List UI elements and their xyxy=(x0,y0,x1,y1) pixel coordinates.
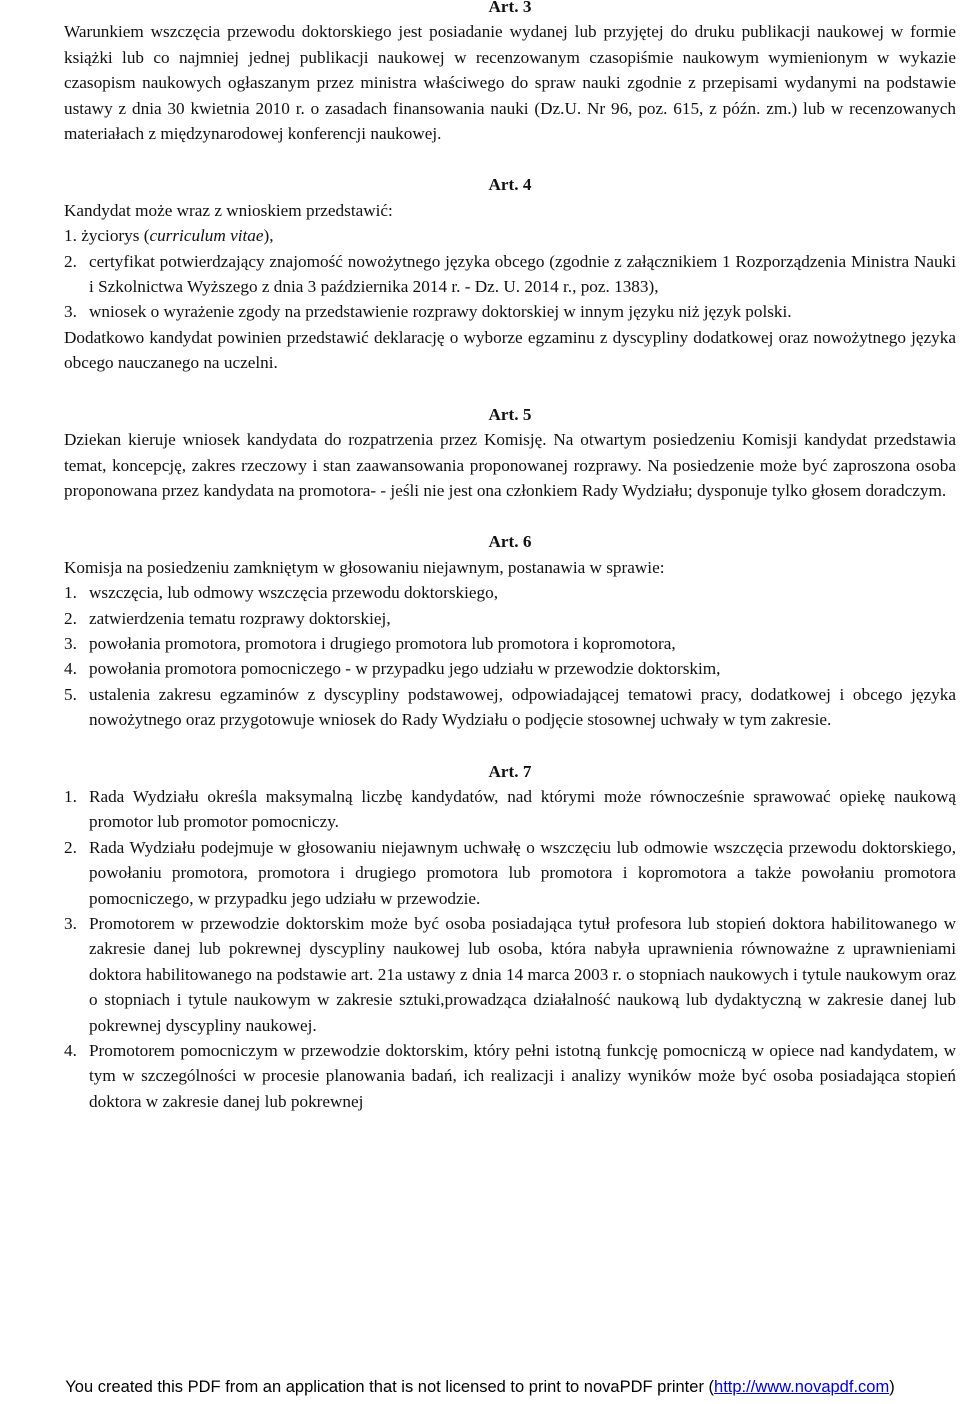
novapdf-link[interactable]: http://www.novapdf.com xyxy=(714,1378,890,1396)
article-6-item: 4. powołania promotora pomocniczego - w przypadku jego udziału w przewodzie doktorskim, xyxy=(64,659,721,679)
article-6-item: 2. zatwierdzenia tematu rozprawy doktorskiej, xyxy=(64,608,391,628)
footer-text: You created this PDF from an application that is not licensed to print to novaPDF printer ( xyxy=(65,1378,715,1396)
article-6-item: 1. wszczęcia, lub odmowy wszczęcia przewodu doktorskiego, xyxy=(64,583,499,603)
document-page xyxy=(64,0,956,1114)
article-4-heading: Art. 4 xyxy=(488,175,532,195)
article-4-item-2: 2. certyfikat potwierdzający znajomość nowożytnego języka obcego (zgodnie z załącznikiem 1 Rozporządzenia Ministra Nauki i Szkolnictwa Wyższego z dnia 3 października 2014 r. - Dz. U. 2014 r., poz. 1383), xyxy=(64,251,956,297)
article-5 xyxy=(64,402,956,504)
article-7 xyxy=(64,759,956,1115)
article-4-item-1: 1. życiorys (curriculum vitae), xyxy=(64,226,274,246)
article-6-heading: Art. 6 xyxy=(488,532,532,552)
article-5-heading: Art. 5 xyxy=(488,404,532,424)
article-7-item: 2. Rada Wydziału podejmuje w głosowaniu niejawnym uchwałę o wszczęciu lub odmowie wszczęcia przewodu doktorskiego, powołaniu promotora, promotora i drugiego promotora lub promotora i kopromotora a także powołaniu promotora pomocniczego, w przypadku jego udziału w przewodzie. xyxy=(64,837,956,908)
article-7-item: 3. Promotorem w przewodzie doktorskim może być osoba posiadająca tytuł profesora lub stopień doktora habilitowanego w zakresie danej lub pokrewnej dyscypliny naukowej lub osoba, która nabyła uprawnienia równoważne z uprawnieniami doktora habilitowanego na podstawie art. 21a ustawy z dnia 14 marca 2003 r. o stopniach naukowych i tytule naukowym oraz o stopniach i tytule naukowym w zakresie sztuki,prowadząca działalność naukową lub dydaktyczną w zakresie danej lub pokrewnej dyscypliny naukowej. xyxy=(64,914,956,1035)
article-6 xyxy=(64,529,956,732)
article-7-item: 1. Rada Wydziału określa maksymalną liczbę kandydatów, nad którymi może równocześnie sprawować opiekę naukową promotor lub promotor pomocniczy. xyxy=(64,786,956,832)
article-3-paragraph: Warunkiem wszczęcia przewodu doktorskiego jest posiadanie wydanej lub przyjętej do druku publikacji naukowej w formie książki lub co najmniej jednej publikacji naukowej w recenzowanym czasopiśmie naukowym wymienionym w wykazie czasopism naukowych ogłaszanym przez ministra właściwego do spraw nauki zgodnie z przepisami wydanymi na podstawie ustawy z dnia 30 kwietnia 2010 r. o zasadach finansowania nauki (Dz.U. Nr 96, poz. 615, z późn. zm.) lub w recenzowanych materiałach z międzynarodowej konferencji naukowej. xyxy=(64,22,956,144)
article-5-paragraph: Dziekan kieruje wniosek kandydata do rozpatrzenia przez Komisję. Na otwartym posiedzeniu Komisji kandydat przedstawia temat, koncepcję, zakres rzeczowy i stan zaawansowania proponowanej rozprawy. Na posiedzenie może być zaproszona osoba proponowana przez kandydata na promotora- - jeśli nie jest ona członkiem Rady Wydziału; dysponuje tylko głosem doradczym. xyxy=(64,430,956,500)
footer-end: ) xyxy=(889,1378,895,1396)
article-3-heading: Art. 3 xyxy=(488,0,532,16)
article-6-intro: Komisja na posiedzeniu zamkniętym w głosowaniu niejawnym, postanawia w sprawie: xyxy=(64,557,665,577)
article-7-item: 4. Promotorem pomocniczym w przewodzie doktorskim, który pełni istotną funkcję pomocniczą w opiece nad kandydatem, w tym w szczególności w procesie planowania badań, ich realizacji i analizy wyników może być osoba posiadająca stopień doktora w zakresie danej lub pokrewnej xyxy=(64,1041,956,1111)
license-footer xyxy=(0,1378,960,1397)
article-6-item: 3. powołania promotora, promotora i drugiego promotora lub promotora i kopromotora, xyxy=(64,633,676,653)
article-3 xyxy=(64,0,956,146)
article-4-extra: Dodatkowo kandydat powinien przedstawić deklarację o wyborze egzaminu z dyscypliny dodatkowej oraz nowożytnego języka obcego nauczanego na uczelni. xyxy=(64,327,956,373)
article-4-item-3: 3. wniosek o wyrażenie zgody na przedstawienie rozprawy doktorskiej w innym języku niż język polski. xyxy=(64,302,792,322)
article-7-heading: Art. 7 xyxy=(488,761,532,781)
article-4 xyxy=(64,172,956,375)
article-4-intro: Kandydat może wraz z wnioskiem przedstawić: xyxy=(64,200,393,220)
article-6-item: 5. ustalenia zakresu egzaminów z dyscypliny podstawowej, odpowiadającej tematowi pracy, dodatkowej i obcego języka nowożytnego oraz przygotowuje wniosek do Rady Wydziału o podjęcie stosownej uchwały w tym zakresie. xyxy=(64,684,956,730)
